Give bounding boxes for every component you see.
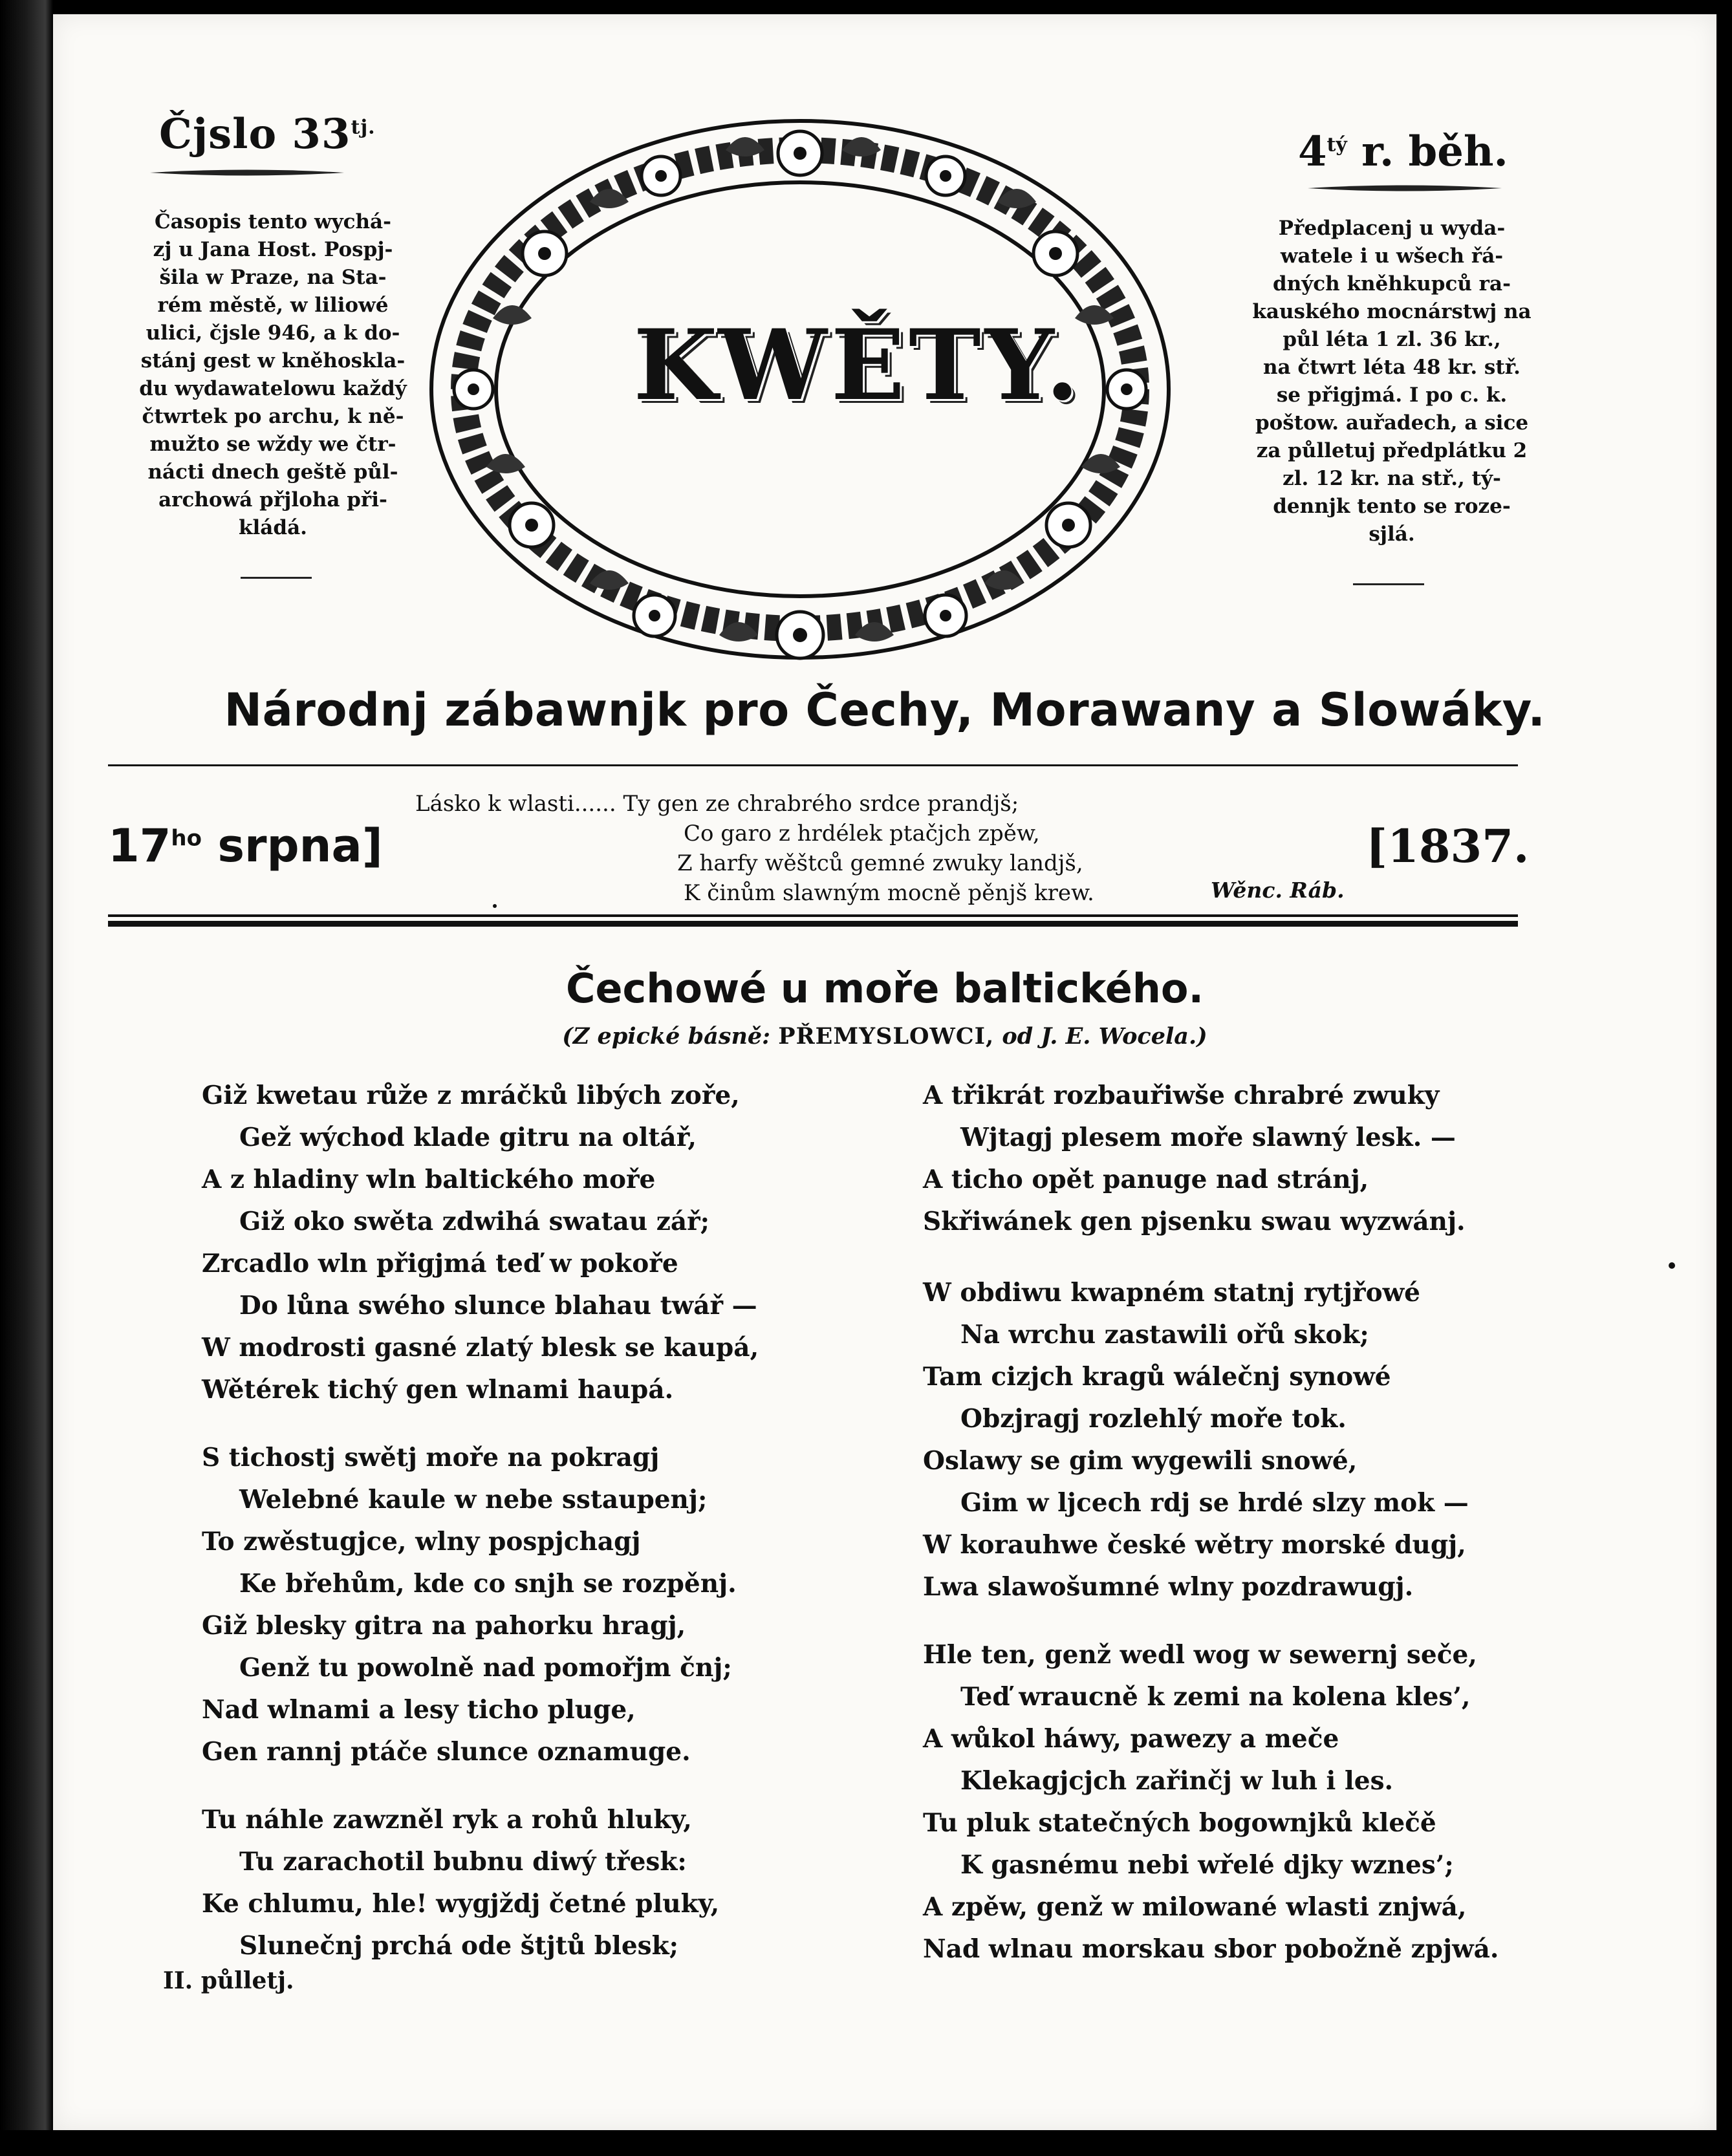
newspaper-page — [53, 14, 1716, 2130]
poem-source: (Z epické básně: PŘEMYSLOWCI, od J. E. Wocela.) — [562, 1023, 1207, 1050]
poem-line: Tu náhle zawzněl ryk a rohů hluky, — [202, 1805, 692, 1835]
poem-line: A z hladiny wln baltického moře — [202, 1165, 656, 1194]
poem-line: Giž oko swěta zdwihá swatau zář; — [239, 1207, 710, 1236]
poem-stanza — [923, 1634, 1499, 1970]
thin-rule — [108, 764, 1518, 766]
poem-line: Slunečnj prchá ode štjtů blesk; — [239, 1931, 679, 1961]
double-rule-top — [108, 914, 1518, 917]
poem-stanza — [923, 1272, 1469, 1608]
poem-line: Ke chlumu, hle! wygjždj četné pluky, — [202, 1889, 720, 1919]
poem-line: Zrcadlo wln přigjmá teď w pokoře — [202, 1249, 678, 1278]
poem-line: Hle ten, genž wedl wog w sewernj seče, — [923, 1640, 1477, 1670]
issue-date: $17^{ho}$ srpna] — [108, 819, 383, 872]
poem-line: Gež wýchod klade gitru na oltář, — [239, 1123, 697, 1152]
poem-line: Tu pluk statečných bogownjků klečě — [923, 1808, 1436, 1838]
poem-line: W korauhwe české wětry morské dugj, — [923, 1530, 1466, 1560]
divider — [1353, 583, 1424, 585]
publisher-info: Časopis tento wychá- zj u Jana Host. Pospj- šila w Praze, na Sta- rém městě, w liliowé ulici, čjsle 946, a k do- stánj gest w kněhoskla- du wydawatelowu každý čtwrtek po archu, k ně- mužto se wždy we čtr- nácti dnech geště půl- archowá přjloha při- kládá. — [139, 210, 407, 539]
poem-line: Wětérek tichý gen wlnami haupá. — [202, 1375, 674, 1405]
issue-year: [1837. — [1366, 819, 1530, 873]
poem-line: A ticho opět panuge nad stránj, — [923, 1165, 1369, 1194]
motto-verse: Lásko k wlasti...... Ty gen ze chrabrého srdce prandjš; Co garo z hrdélek ptačjch zpěw, Z harfy wěštců gemné zwuky landjš, K činům slawným mocně pěnjš krew. — [415, 791, 1094, 906]
poem-line: Lwa slawošumné wlny pozdrawugj. — [923, 1572, 1414, 1602]
scan-border-right — [1716, 0, 1732, 2156]
poem-line: A wůkol háwy, pawezy a meče — [923, 1724, 1339, 1754]
double-rule-bottom — [108, 921, 1518, 927]
poem-stanza — [202, 1437, 737, 1773]
poem-line: Nad wlnami a lesy ticho pluge, — [202, 1695, 636, 1725]
poem-line: Na wrchu zastawili ořů skok; — [960, 1320, 1369, 1350]
scan-border-left — [0, 0, 53, 2156]
poem-line: Giž kwetau růže z mráčků libých zoře, — [202, 1081, 740, 1110]
poem-line: K gasnému nebi wřelé djky wznes’; — [960, 1850, 1454, 1880]
poem-line: Skřiwánek gen pjsenku swau wyzwánj. — [923, 1207, 1466, 1236]
ink-speck — [493, 904, 497, 908]
footer-volume-note: II. půlletj. — [163, 1967, 294, 1994]
scan-border-bottom — [0, 2130, 1732, 2156]
poem-line: A třikrát rozbauřiwše chrabré zwuky — [923, 1081, 1440, 1110]
poem-line: Ke břehům, kde co snjh se rozpěnj. — [239, 1569, 737, 1599]
poem-line: Gen rannj ptáče slunce oznamuge. — [202, 1737, 691, 1767]
issue-number: Čjslo $33^{tj.}$ — [159, 110, 376, 158]
poem-line: W obdiwu kwapném statnj rytjřowé — [923, 1278, 1420, 1308]
poem-line: Teď wraucně k zemi na kolena kles’, — [960, 1682, 1471, 1712]
year-run: $4^{tý}$ r. běh. — [1298, 127, 1508, 176]
motto-author: Wěnc. Ráb. — [1211, 878, 1345, 903]
poem-line: To zwěstugjce, wlny pospjchagj — [202, 1527, 641, 1557]
ink-speck — [1669, 1262, 1675, 1269]
poem-line: Klekagjcjch zařinčj w luh i les. — [960, 1766, 1394, 1796]
poem-line: Tu zarachotil bubnu diwý třesk: — [239, 1847, 687, 1877]
poem-stanza — [202, 1075, 759, 1411]
poem-line: Gim w ljcech rdj se hrdé slzy mok — — [960, 1488, 1469, 1518]
poem-title: Čechowé u moře baltického. — [565, 965, 1204, 1012]
poem-line: Giž blesky gitra na pahorku hragj, — [202, 1611, 686, 1641]
poem-line: S tichostj swětj moře na pokragj — [202, 1443, 660, 1472]
poem-line: Oslawy se gim wygewili snowé, — [923, 1446, 1358, 1476]
poem-line: Do lůna swého slunce blahau twář — — [239, 1291, 757, 1321]
divider — [241, 577, 312, 579]
poem-line: Nad wlnau morskau sbor pobožně zpjwá. — [923, 1934, 1499, 1964]
poem-line: A zpěw, genž w milowané wlasti znjwá, — [923, 1892, 1467, 1922]
masthead-title: KWĚTY. — [633, 308, 1083, 422]
poem-line: Wjtagj plesem moře slawný lesk. — — [960, 1123, 1456, 1152]
poem-line: Genž tu powolně nad pomořjm čnj; — [239, 1653, 732, 1683]
poem-stanza — [923, 1075, 1466, 1243]
masthead-subtitle: Národnj zábawnjk pro Čechy, Morawany a Slowáky. — [224, 684, 1546, 737]
poem-stanza — [202, 1799, 719, 1967]
poem-line: Obzjragj rozlehlý moře tok. — [960, 1404, 1347, 1434]
swash-ornament — [1308, 184, 1502, 193]
poem-line: Welebné kaule w nebe sstaupenj; — [239, 1485, 708, 1515]
subscription-info: Předplacenj u wyda- watele i u wšech řá- dných kněhkupců ra- kauského mocnárstwj na půl léta 1 zl. 36 kr., na čtwrt léta 48 kr. stř. se přigjmá. I po c. k. poštow. auřadech, a sice za půlletuj předplátku 2 zl. 12 kr. na stř., tý- dennjk tento se roze- sjlá. — [1252, 217, 1532, 546]
swash-ornament — [150, 168, 344, 177]
poem-line: W modrosti gasné zlatý blesk se kaupá, — [202, 1333, 759, 1363]
poem-line: Tam cizjch kragů wálečnj synowé — [923, 1362, 1391, 1392]
